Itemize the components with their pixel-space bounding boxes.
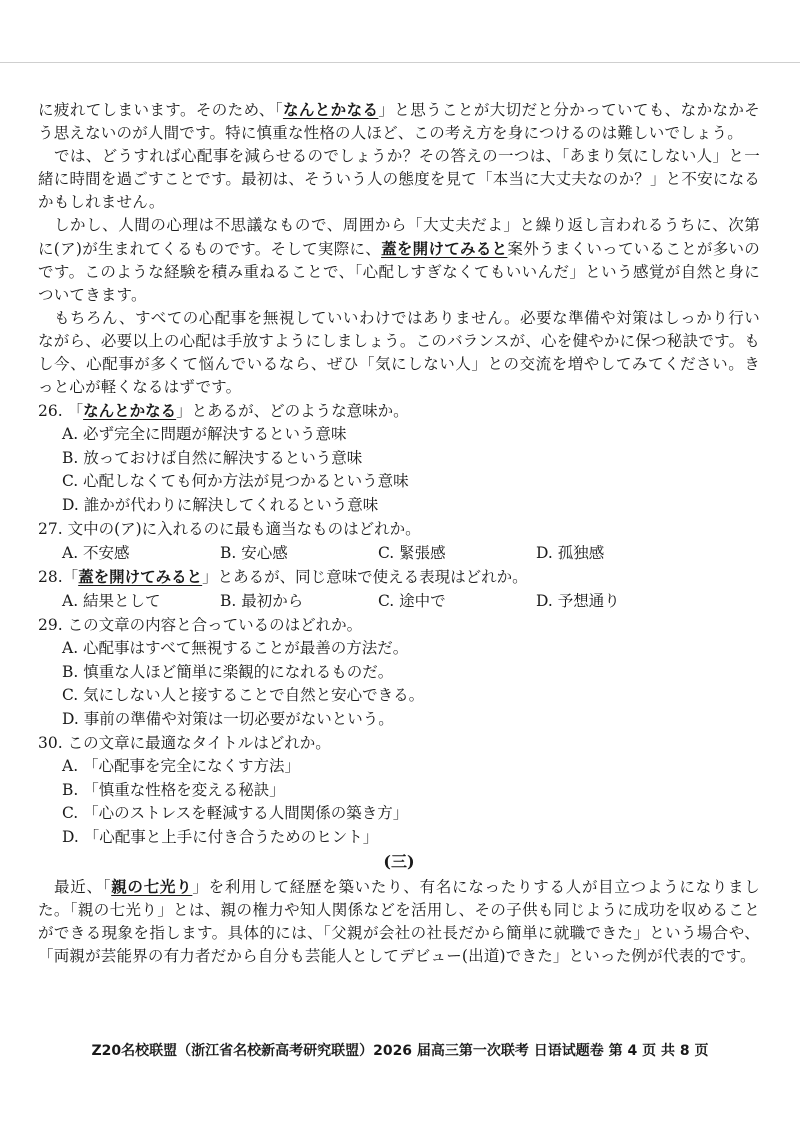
option-a: A. 「心配事を完全になくす方法」	[62, 757, 301, 775]
text: しかし、人間の心理は不思議なもので、周囲から「大丈夫だよ」と繰り返し言われるうちに、次第に(ア)が生まれてくるものです。そして実際に、	[38, 216, 760, 258]
option-c: C. 途中で	[378, 592, 446, 610]
option-c: C. 「心のストレスを軽減する人間関係の築き方」	[62, 804, 409, 822]
underlined-phrase: なんとかなる	[282, 100, 379, 119]
option-a: A. 心配事はすべて無視することが最善の方法だ。	[62, 639, 409, 657]
passage-paragraph	[38, 214, 760, 307]
underlined-phrase: 蓋を開けてみると	[78, 567, 203, 586]
exam-page	[38, 98, 760, 968]
question-28-options	[62, 589, 760, 613]
text: 」とあるが、どのような意味か。	[176, 402, 409, 420]
option-d: D. 孤独感	[536, 544, 605, 562]
underlined-phrase: なんとかなる	[83, 401, 177, 420]
question-number: 26.	[38, 402, 63, 420]
text: 」とあるが、同じ意味で使える表現はどれか。	[202, 568, 528, 586]
question-27-options	[62, 541, 760, 565]
text: 28.「	[38, 568, 79, 586]
text: 「	[67, 402, 84, 420]
section-heading: (三)	[383, 852, 415, 871]
option-c: C. 気にしない人と接することで自然と安心できる。	[62, 686, 425, 704]
passage-paragraph	[38, 98, 760, 145]
option-b: B. 放っておけば自然に解決するという意味	[62, 448, 363, 467]
option-a: A. 必ず完全に問題が解決するという意味	[62, 425, 347, 443]
option-d: D. 予想通り	[536, 592, 620, 610]
option-d: D. 「心配事と上手に付き合うためのヒント」	[62, 827, 379, 846]
option-b: B. 安心感	[220, 544, 288, 562]
question-29-stem: 29. この文章の内容と合っているのはどれか。	[38, 616, 363, 634]
option-a: A. 不安感	[62, 544, 130, 562]
option-a: A. 結果として	[62, 592, 161, 610]
option-b: B. 「慎重な性格を変える秘訣」	[62, 780, 285, 799]
option-c: C. 緊張感	[378, 544, 446, 562]
question-27-stem: 27. 文中の(ア)に入れるのに最も適当なものはどれか。	[38, 520, 421, 538]
option-d: D. 誰かが代わりに解決してくれるという意味	[62, 495, 379, 514]
option-d: D. 事前の準備や対策は一切必要がないという。	[62, 709, 394, 728]
question-30-stem: 30. この文章に最適なタイトルはどれか。	[38, 734, 331, 752]
question-26-stem	[38, 399, 760, 423]
option-b: B. 最初から	[220, 592, 304, 610]
underlined-phrase: 蓋を開けてみると	[381, 239, 508, 258]
page-footer: Z20名校联盟（浙江省名校新高考研究联盟）2026 届高三第一次联考 日语试题卷 第 4 页 共 8 页	[91, 1043, 709, 1059]
text: に疲れてしまいます。そのため、「	[38, 101, 283, 119]
passage-paragraph: もちろん、すべての心配事を無視していいわけではありません。必要な準備や対策はしっかり行いながら、必要以上の心配は手放すようにしましょう。このバランスが、心を健やかに保つ秘訣です。もし今、心配事が多くて悩んでいるなら、ぜひ「気にしない人」との交流を増やしてみてください。きっと心が軽くなるはずです。	[38, 309, 760, 396]
option-c: C. 心配しなくても何か方法が見つかるという意味	[62, 472, 409, 490]
option-b: B. 慎重な人ほど簡単に楽観的になれるものだ。	[62, 662, 394, 681]
scan-edge-line	[0, 62, 800, 63]
text: 」を利用して経歴を築いたり、有名になったりする人が目立つようになりました。「親の七光り」とは、親の権力や知人関係などを活用し、その子供も同じように成功を収めることができる現象を指します。具体的には、「父親が会社の社長だから簡単に就職できた」という場合や、「両親が芸能界の有力者だから自分も芸能人としてデビュー(出道)できた」といった例が代表的です。	[38, 878, 760, 965]
underlined-phrase: 親の七光り	[111, 877, 193, 896]
question-28-stem	[38, 565, 760, 589]
text: 」と思うことが大切だと分かっていても、なかなかそう思えないのが人間です。特に慎重な性格の人ほど、この考え方を身につけるのは難しいでしょう。	[38, 101, 760, 142]
passage-paragraph: では、どうすれば心配事を減らせるのでしょうか？その答えの一つは、「あまり気にしない人」と一緒に時間を過ごすことです。最初は、そういう人の態度を見て「本当に大丈夫なのか？」と不安になるかもしれません。	[38, 147, 760, 211]
passage-paragraph	[38, 875, 760, 968]
text: 最近、「	[54, 878, 112, 896]
text: 案外うまくいっていることが多いのです。このような経験を積み重ねることで、「心配しすぎなくてもいいんだ」という感覚が自然と身についてきます。	[38, 240, 760, 304]
